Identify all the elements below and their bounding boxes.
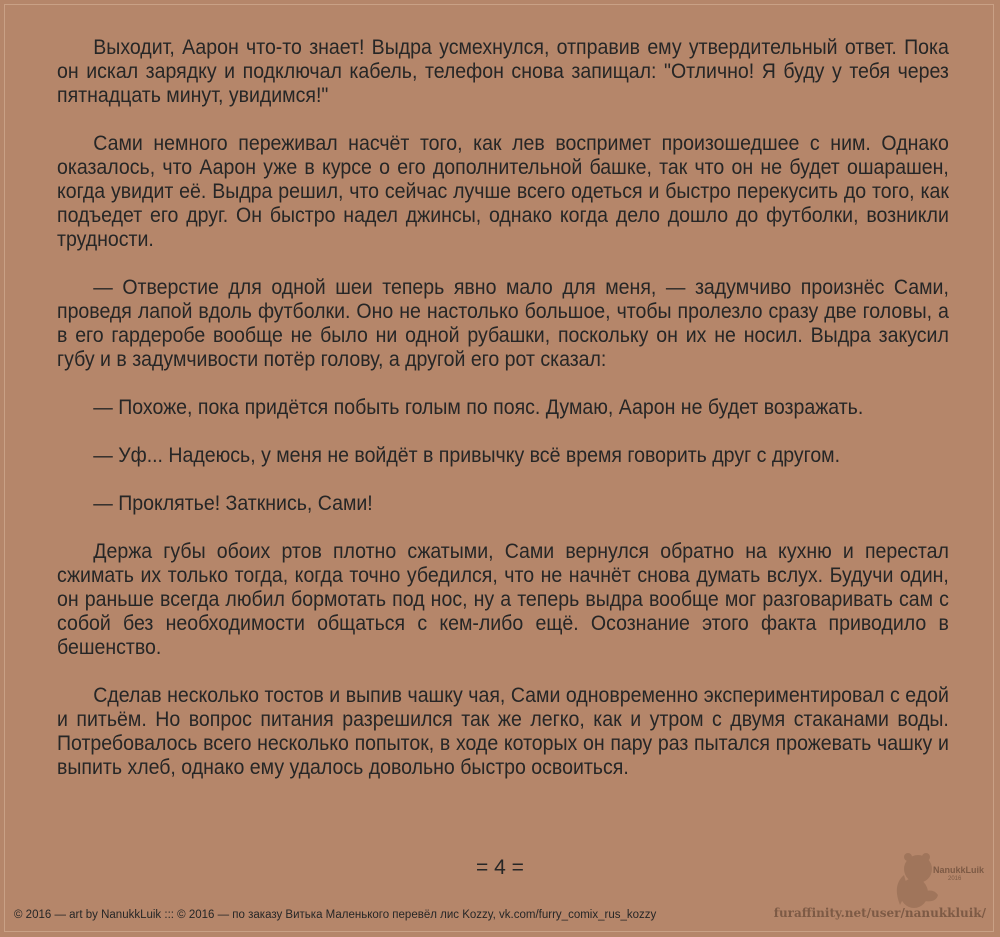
paragraph: Держа губы обоих ртов плотно сжатыми, Сами вернулся обратно на кухню и перестал сжимать их только тогда, когда точно убедился, что не начнёт снова думать вслух. Будучи один, он раньше всегда любил бормотать под нос, ну а теперь выдра вообще мог разговаривать сам с собой без необходимости общаться с кем-либо ещё. Осознание этого факта приводило в бешенство. [57, 540, 949, 659]
paragraph: — Проклятье! Заткнись, Сами! [93, 492, 373, 515]
artist-logo-icon [888, 845, 988, 909]
paragraph: — Отверстие для одной шеи теперь явно мало для меня, — задумчиво произнёс Сами, проведя лапой вдоль футболки. Оно не настолько большое, чтобы пролезло сразу две головы, а в его гардеробе вообще не было ни одной рубашки, поскольку он их не носил. Выдра закусил губу и в задумчивости потёр голову, а другой его рот сказал: [57, 276, 949, 371]
credits-line: © 2016 — art by NanukkLuik ::: © 2016 — по заказу Витька Маленького перевёл лис Kozzy, vk.com/furry_comix_rus_kozzy [14, 909, 657, 921]
furaffinity-url: furaffinity.net/user/nanukkluik/ [773, 906, 986, 920]
story-text [57, 36, 949, 804]
paragraph: — Похоже, пока придётся побыть голым по пояс. Думаю, Аарон не будет возражать. [93, 396, 864, 419]
paragraph: — Уф... Надеюсь, у меня не войдёт в привычку всё время говорить друг с другом. [93, 444, 841, 467]
logo-name: NanukkLuik [933, 865, 985, 875]
paragraph: Сделав несколько тостов и выпив чашку чая, Сами одновременно экспериментировал с едой и питьём. Но вопрос питания разрешился так же легко, как и утром с двумя стаканами воды. Потребовалось всего несколько попыток, в ходе которых он пару раз пытался прожевать чашку и выпить хлеб, однако ему удалось довольно быстро освоиться. [57, 684, 949, 779]
page-number: = 4 = [476, 856, 524, 879]
logo-year: 2016 [948, 876, 962, 882]
paragraph: Сами немного переживал насчёт того, как лев воспримет произошедшее с ним. Однако оказалось, что Аарон уже в курсе о его дополнительной башке, так что он не будет ошарашен, когда увидит её. Выдра решил, что сейчас лучше всего одеться и быстро перекусить до того, как подъедет его друг. Он быстро надел джинсы, однако когда дело дошло до футболки, возникли трудности. [57, 132, 949, 251]
paragraph: Выходит, Аарон что-то знает! Выдра усмехнулся, отправив ему утвердительный ответ. Пока он искал зарядку и подключал кабель, телефон снова запищал: "Отлично! Я буду у тебя через пятнадцать минут, увидимся!" [57, 36, 949, 107]
